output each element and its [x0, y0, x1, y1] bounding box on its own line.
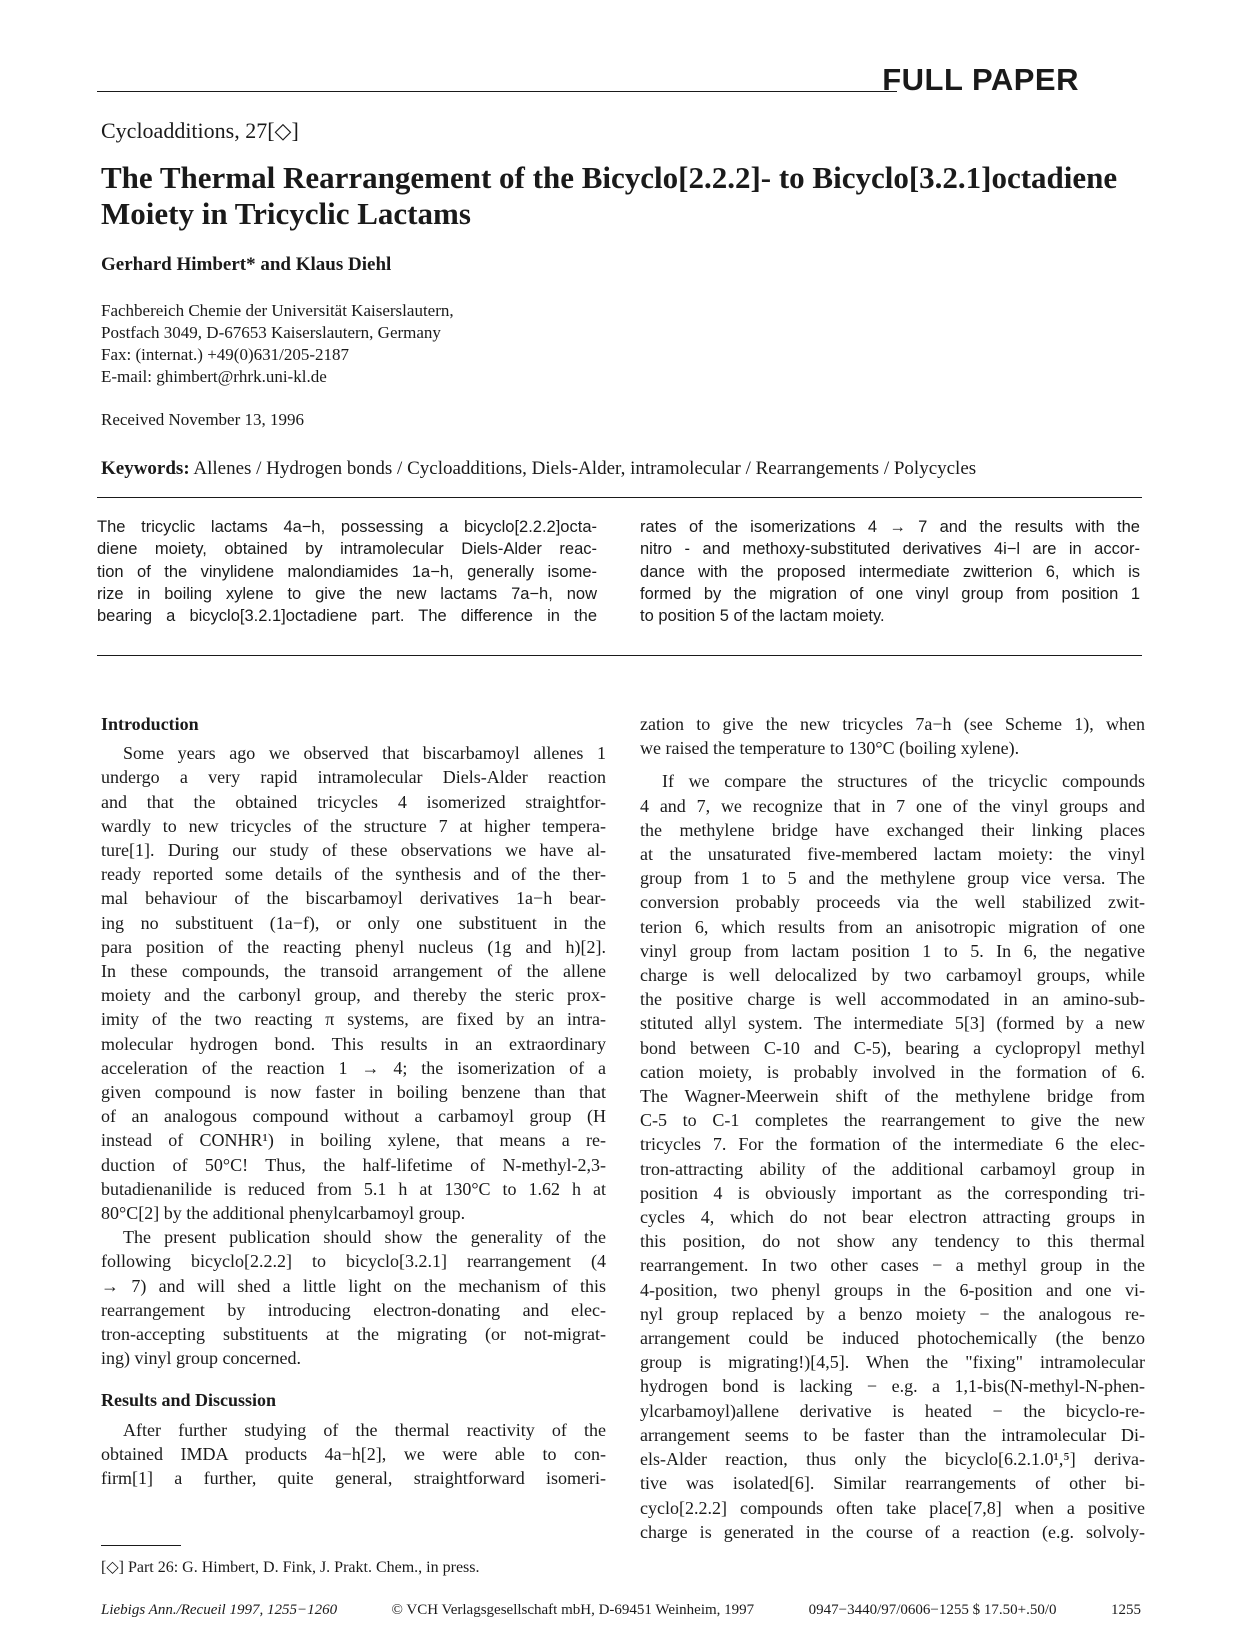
affiliation — [101, 300, 454, 388]
text-line: undergo a very rapid intramolecular Diels-Alder reaction — [101, 767, 606, 788]
text-line: hydrogen bond is lacking − e.g. a 1,1-bis(N-methyl-N-phen- — [640, 1376, 1145, 1397]
footer-publisher: © VCH Verlagsgesellschaft mbH, D-69451 Weinheim, 1997 — [391, 1602, 755, 1618]
text-line: ready reported some details of the synthesis and of the ther- — [101, 864, 606, 885]
body-column-left — [101, 712, 606, 1490]
abstract-line: rize in boiling xylene to give the new lactams 7a−h, now — [97, 584, 597, 603]
text-line: 4-position, two phenyl groups in the 6-position and one vi- — [640, 1279, 1145, 1300]
abstract-line: tion of the vinylidene malondiamides 1a−h, generally isome- — [97, 562, 597, 581]
keywords-text: Allenes / Hydrogen bonds / Cycloadditions, Diels-Alder, intramolecular / Rearrangements / Polycycles — [193, 458, 977, 479]
text-line: of an analogous compound without a carbamoyl group (H — [101, 1106, 606, 1127]
footnote-rule — [101, 1545, 181, 1546]
affiliation-line: Fachbereich Chemie der Universität Kaiserslautern, — [101, 301, 454, 320]
paper-title: The Thermal Rearrangement of the Bicyclo[2.2.2]- to Bicyclo[3.2.1]octadiene Moiety in Tricyclic Lactams — [101, 160, 1118, 231]
text-line: vinyl group from lactam position 1 to 5. In 6, the negative — [640, 940, 1145, 961]
text-line: ing no substituent (1a−f), or only one substituent in the — [101, 912, 606, 933]
text-line: the methylene bridge have exchanged their linking places — [640, 819, 1145, 840]
text-line: tive was isolated[6]. Similar rearrangements of other bi- — [640, 1473, 1145, 1494]
footer-code: 0947−3440/97/0606−1255 $ 17.50+.50/0 — [808, 1602, 1057, 1618]
text-line: 4 and 7, we recognize that in 7 one of the vinyl groups and — [640, 795, 1145, 816]
text-line: position 4 is obviously important as the corresponding tri- — [640, 1182, 1145, 1203]
text-line: arrangement could be induced photochemically (the benzo — [640, 1328, 1145, 1349]
text-line: moiety and the carbonyl group, and thereby the steric prox- — [101, 985, 606, 1006]
keywords — [101, 458, 976, 480]
text-line: conversion probably proceeds via the well stabilized zwit- — [640, 892, 1145, 913]
text-line: ing) vinyl group concerned. — [101, 1348, 301, 1369]
abstract-line: The tricyclic lactams 4a−h, possessing a bicyclo[2.2.2]octa- — [97, 518, 597, 536]
text-line: we raised the temperature to 130°C (boiling xylene). — [640, 738, 1020, 759]
text-line: acceleration of the reaction 1 → 4; the isomerization of a — [101, 1057, 606, 1078]
text-line: rearrangement. In two other cases − a methyl group in the — [640, 1255, 1145, 1276]
abstract-line: to position 5 of the lactam moiety. — [640, 607, 885, 626]
text-line: els-Alder reaction, thus only the bicyclo[6.2.1.0¹,⁵] deriva- — [640, 1449, 1145, 1470]
text-line: the positive charge is well accommodated in an amino-sub- — [640, 989, 1145, 1010]
footer-page-number: 1255 — [1110, 1602, 1141, 1618]
text-line: and that the obtained tricycles 4 isomerized straightfor- — [101, 791, 606, 812]
text-line: mal behaviour of the biscarbamoyl derivatives 1a−h bear- — [101, 888, 606, 909]
text-line: rearrangement by introducing electron-donating and elec- — [101, 1299, 606, 1320]
text-line: tricycles 7. For the formation of the intermediate 6 the elec- — [640, 1134, 1145, 1155]
text-line: tron-accepting substituents at the migrating (or not-migrat- — [101, 1324, 606, 1345]
text-line: group is migrating!)[4,5]. When the "fixing" intramolecular — [640, 1352, 1145, 1373]
abstract-top-rule — [97, 497, 1142, 498]
abstract-line: bearing a bicyclo[3.2.1]octadiene part. The difference in the — [97, 607, 597, 626]
text-line: duction of 50°C! Thus, the half-lifetime of N-methyl-2,3- — [101, 1154, 606, 1175]
text-line: this position, do not show any tendency to this thermal — [640, 1231, 1145, 1252]
text-line: tron-attracting ability of the additional carbamoyl group in — [640, 1158, 1145, 1179]
body-column-right — [640, 712, 1145, 1544]
abstract-right — [640, 516, 1140, 627]
text-line: ture[1]. During our study of these observations we have al- — [101, 840, 606, 861]
text-line: The Wagner-Meerwein shift of the methylene bridge from — [640, 1086, 1145, 1107]
abstract-left — [97, 516, 597, 627]
text-line: charge is generated in the course of a reaction (e.g. solvoly- — [640, 1521, 1145, 1542]
text-line: C-5 to C-1 completes the rearrangement to give the new — [640, 1110, 1145, 1131]
text-line: wardly to new tricycles of the structure 7 at higher tempera- — [101, 815, 606, 836]
abstract-line: formed by the migration of one vinyl group from position 1 — [640, 584, 1140, 603]
text-line: charge is well delocalized by two carbamoyl groups, while — [640, 965, 1145, 986]
received-date: Received November 13, 1996 — [101, 410, 304, 429]
text-line: arrangement seems to be faster than the intramolecular Di- — [640, 1424, 1145, 1445]
abstract-line: nitro - and methoxy-substituted derivatives 4i−l are in accor- — [640, 540, 1140, 559]
text-line: The present publication should show the generality of the — [123, 1227, 606, 1248]
header-rule — [97, 91, 897, 92]
abstract-bottom-rule — [97, 655, 1142, 656]
section-heading-results: Results and Discussion — [101, 1390, 277, 1411]
affiliation-line: Postfach 3049, D-67653 Kaiserslautern, Germany — [101, 323, 441, 342]
text-line: stituted allyl system. The intermediate 5[3] (formed by a new — [640, 1013, 1145, 1034]
text-line: obtained IMDA products 4a−h[2], we were able to con- — [101, 1443, 606, 1464]
text-line: group from 1 to 5 and the methylene group vice versa. The — [640, 868, 1145, 889]
authors: Gerhard Himbert* and Klaus Diehl — [101, 254, 392, 275]
footnote: [◇] Part 26: G. Himbert, D. Fink, J. Prakt. Chem., in press. — [101, 1559, 480, 1576]
text-line: cation moiety, is probably involved in the formation of 6. — [640, 1061, 1145, 1082]
text-line: zation to give the new tricycles 7a−h (see Scheme 1), when — [640, 714, 1145, 734]
text-line: → 7) and will shed a little light on the mechanism of this — [101, 1275, 606, 1296]
text-line: following bicyclo[2.2.2] to bicyclo[3.2.1] rearrangement (4 — [101, 1251, 606, 1272]
affiliation-line: Fax: (internat.) +49(0)631/205-2187 — [101, 345, 350, 364]
text-line: If we compare the structures of the tricyclic compounds — [662, 771, 1145, 792]
text-line: butadienanilide is reduced from 5.1 h at 130°C to 1.62 h at — [101, 1178, 606, 1199]
text-line: at the unsaturated five-membered lactam moiety: the vinyl — [640, 844, 1145, 865]
text-line: given compound is now faster in boiling benzene than that — [101, 1082, 606, 1103]
text-line: terion 6, which results from an anisotropic migration of one — [640, 916, 1145, 937]
text-line: In these compounds, the transoid arrangement of the allene — [101, 961, 606, 982]
abstract-line: diene moiety, obtained by intramolecular Diels-Alder reac- — [97, 540, 597, 559]
footer-journal: Liebigs Ann./Recueil 1997, 1255−1260 — [101, 1602, 338, 1618]
text-line: firm[1] a further, quite general, straightforward isomeri- — [101, 1468, 606, 1489]
text-line: Some years ago we observed that biscarbamoyl allenes 1 — [123, 743, 606, 764]
text-line: nyl group replaced by a benzo moiety − the analogous re- — [640, 1303, 1145, 1324]
text-line: instead of CONHR¹) in boiling xylene, that means a re- — [101, 1130, 606, 1151]
text-line: cyclo[2.2.2] compounds often take place[7,8] when a positive — [640, 1497, 1145, 1518]
abstract-line: rates of the isomerizations 4 → 7 and the results with the — [640, 518, 1140, 536]
text-line: 80°C[2] by the additional phenylcarbamoyl group. — [101, 1203, 466, 1224]
page-footer — [101, 1602, 1141, 1619]
text-line: ylcarbamoyl)allene derivative is heated − the bicyclo-re- — [640, 1400, 1145, 1421]
text-line: para position of the reacting phenyl nucleus (1g and h)[2]. — [101, 936, 606, 957]
affiliation-line: E-mail: ghimbert@rhrk.uni-kl.de — [101, 367, 327, 386]
text-line: After further studying of the thermal reactivity of the — [123, 1419, 606, 1440]
keywords-label: Keywords: — [101, 458, 190, 479]
text-line: cycles 4, which do not bear electron attracting groups in — [640, 1207, 1145, 1228]
header-label: FULL PAPER — [882, 62, 1079, 97]
text-line: imity of the two reacting π systems, are fixed by an intra- — [101, 1009, 606, 1030]
section-heading-introduction: Introduction — [101, 714, 199, 734]
text-line: bond between C-10 and C-5), bearing a cyclopropyl methyl — [640, 1037, 1145, 1058]
series-line: Cycloadditions, 27[◇] — [101, 118, 299, 143]
text-line: molecular hydrogen bond. This results in an extraordinary — [101, 1033, 606, 1054]
abstract-line: dance with the proposed intermediate zwitterion 6, which is — [640, 562, 1140, 581]
